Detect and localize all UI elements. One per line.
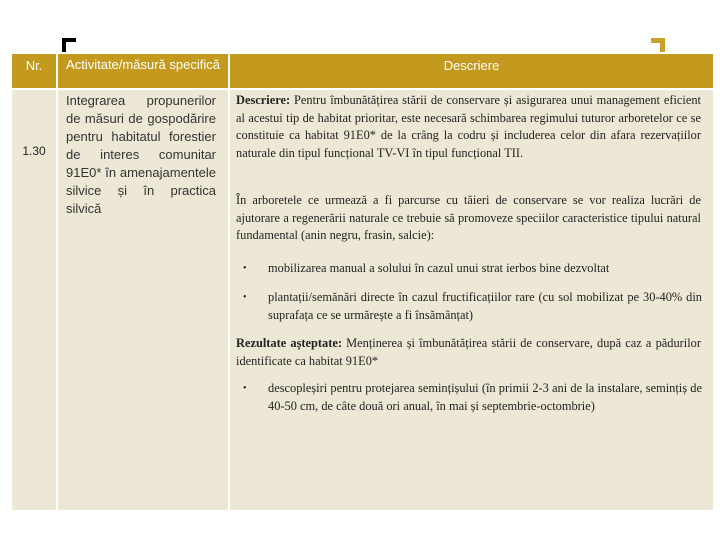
header-description: [230, 54, 713, 88]
header-nr: [12, 54, 56, 88]
bullet-text-2: plantații/semănări directe în cazul fructificațiilor rare (cu sol mobilizat pe 30-40% din suprafața ce se urmărește a fi însămânțat): [268, 290, 702, 322]
bullet-icon: •: [243, 383, 247, 394]
expected-results: [236, 335, 701, 370]
bullet-item-2: [243, 289, 702, 324]
description-intro: [236, 92, 701, 162]
description-paragraph-2: În arboretele ce urmează a fi parcurse cu tăieri de conservare se vor realiza lucrări de ajutorare a regenerării naturale ce trebuie să promoveze speciilor caracteristice tipului natural fundamental (anin negru, frasin, salcie):: [236, 193, 701, 242]
row-description-cell: [230, 90, 713, 510]
header-nr-label: Nr.: [25, 58, 43, 73]
header-activity: [58, 54, 228, 88]
corner-mark-left-bar: [62, 38, 76, 42]
header-description-label: Descriere: [443, 58, 500, 73]
bullet-item-1: [243, 260, 702, 278]
bullet-text-3: descopleșiri pentru protejarea semințișului (în primii 2-3 ani de la instalare, semințiș de 40-50 cm, de câte două ori anual, în mai și septembrie-octombrie): [268, 381, 702, 413]
row-nr-cell: [12, 90, 56, 510]
expected-results-label: Rezultate așteptate:: [236, 336, 342, 350]
bullet-icon: •: [243, 292, 247, 303]
description-intro-label: Descriere:: [236, 93, 291, 107]
row-number: 1.30: [22, 144, 46, 158]
expected-results-text: Menținerea și îmbunătățirea stării de conservare, după caz a pădurilor identificate ca habitat 91E0*: [236, 336, 701, 368]
bullet-item-3: [243, 380, 702, 415]
description-intro-text: Pentru îmbunătățirea stării de conservare și asigurarea unui management eficient al acestui tip de habitat prioritar, este necesară schimbarea regimului tuturor arboretelor ce se constituie ca habitat 91E0* de la crâng la codru și includerea celor din afara rezervațiilor naturale din tipul funcțional TV-VI în tipul funcțional TII.: [236, 93, 701, 160]
row-activity-text: Integrarea propunerilor de măsuri de gospodărire pentru habitatul forestier de interes comunitar 91E0* în amenajamentele silvice și în practica silvică: [66, 93, 216, 216]
row-activity-cell: [58, 90, 228, 510]
corner-mark-right-bar: [651, 38, 665, 43]
bullet-text-1: mobilizarea manual a solului în cazul unui strat ierbos bine dezvoltat: [268, 261, 610, 275]
header-activity-label: Activitate/măsură specifică: [66, 57, 220, 72]
bullet-icon: •: [243, 263, 247, 274]
